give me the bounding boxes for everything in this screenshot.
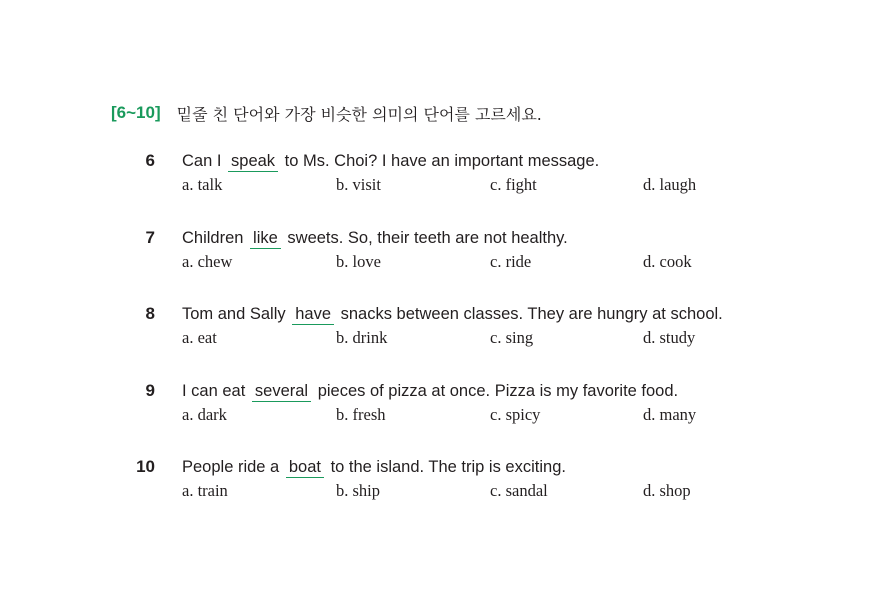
- option-d[interactable]: d. study: [643, 328, 696, 347]
- option-a[interactable]: a. eat: [182, 328, 217, 347]
- option-c[interactable]: c. ride: [490, 252, 532, 271]
- option-d[interactable]: d. cook: [643, 252, 692, 271]
- question-number: 8: [145, 304, 155, 323]
- underlined-word: several: [252, 382, 311, 402]
- sentence-before: I can eat: [182, 382, 246, 400]
- question-number: 7: [145, 228, 155, 247]
- sentence-before: People ride a: [182, 458, 280, 476]
- option-b[interactable]: b. ship: [336, 481, 381, 500]
- answer-options: [182, 479, 822, 503]
- sentence-before: Tom and Sally: [182, 305, 286, 323]
- question-sentence: [182, 303, 723, 325]
- sentence-before: Can I: [182, 152, 222, 170]
- answer-options: [182, 250, 822, 274]
- question-number: 10: [136, 457, 155, 476]
- option-b[interactable]: b. drink: [336, 328, 388, 347]
- question-number: 9: [145, 381, 155, 400]
- question-item: [0, 303, 873, 373]
- option-b[interactable]: b. visit: [336, 175, 381, 194]
- question-sentence: [182, 227, 568, 249]
- section-header: [111, 101, 542, 125]
- option-a[interactable]: a. train: [182, 481, 228, 500]
- sentence-after: sweets. So, their teeth are not healthy.: [287, 229, 568, 247]
- question-sentence: [182, 150, 599, 172]
- answer-options: [182, 403, 822, 427]
- question-item: [0, 150, 873, 220]
- question-item: [0, 380, 873, 450]
- answer-options: [182, 173, 822, 197]
- question-item: [0, 456, 873, 526]
- option-a[interactable]: a. talk: [182, 175, 223, 194]
- question-sentence: [182, 456, 566, 478]
- sentence-after: to the island. The trip is exciting.: [330, 458, 566, 476]
- option-b[interactable]: b. love: [336, 252, 381, 271]
- option-c[interactable]: c. spicy: [490, 405, 541, 424]
- sentence-after: to Ms. Choi? I have an important message.: [284, 152, 600, 170]
- question-sentence: [182, 380, 678, 402]
- option-a[interactable]: a. dark: [182, 405, 227, 424]
- option-b[interactable]: b. fresh: [336, 405, 386, 424]
- option-c[interactable]: c. sandal: [490, 481, 548, 500]
- option-c[interactable]: c. fight: [490, 175, 537, 194]
- underlined-word: boat: [286, 458, 324, 478]
- sentence-after: pieces of pizza at once. Pizza is my favorite food.: [317, 382, 679, 400]
- option-c[interactable]: c. sing: [490, 328, 534, 347]
- instruction-text: 밑줄 친 단어와 가장 비슷한 의미의 단어를 고르세요.: [176, 104, 542, 124]
- option-d[interactable]: d. many: [643, 405, 697, 424]
- option-a[interactable]: a. chew: [182, 252, 233, 271]
- sentence-after: snacks between classes. They are hungry at school.: [340, 305, 723, 323]
- underlined-word: have: [292, 305, 334, 325]
- question-item: [0, 227, 873, 297]
- answer-options: [182, 326, 822, 350]
- sentence-before: Children: [182, 229, 244, 247]
- underlined-word: like: [250, 229, 281, 249]
- question-range-label: [6~10]: [111, 103, 161, 122]
- option-d[interactable]: d. shop: [643, 481, 691, 500]
- question-number: 6: [145, 151, 155, 170]
- underlined-word: speak: [228, 152, 278, 172]
- option-d[interactable]: d. laugh: [643, 175, 697, 194]
